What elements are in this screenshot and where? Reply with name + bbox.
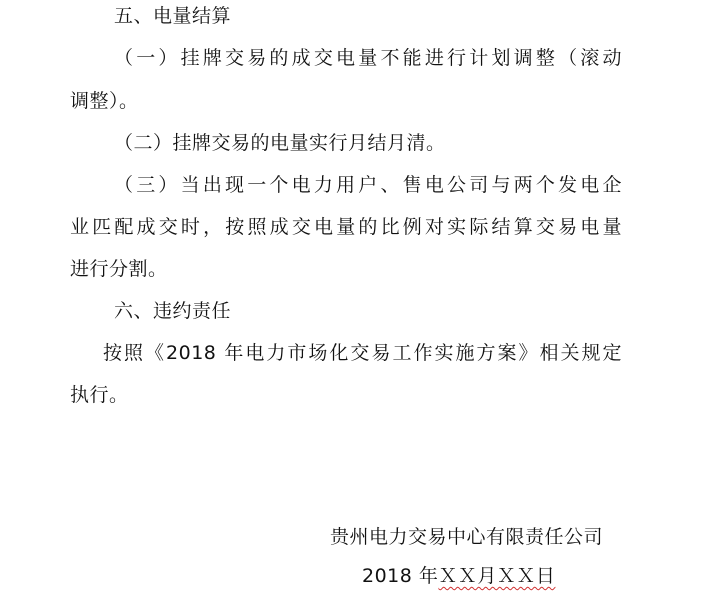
section-5-item-1-line-2: 调整）。 <box>70 90 139 112</box>
section-5-item-2: （二）挂牌交易的电量实行月结月清。 <box>114 132 446 154</box>
section-6-heading: 六、违约责任 <box>114 300 232 322</box>
section-5-heading: 五、电量结算 <box>114 5 232 27</box>
section-6-body-line-1: 按照《2018 年电力市场化交易工作实施方案》相关规定 <box>103 342 622 364</box>
section-6-body-line-2: 执行。 <box>70 384 129 406</box>
section-5-item-3-line-3: 进行分割。 <box>70 258 168 280</box>
signature-date-year: 2018 年 <box>362 565 439 587</box>
section-5-item-3-line-2: 业匹配成交时，按照成交电量的比例对实际结算交易电量 <box>70 216 622 238</box>
signature-date <box>362 563 555 589</box>
section-5-item-3-line-1: （三）当出现一个电力用户、售电公司与两个发电企 <box>114 174 622 196</box>
signature-date-placeholder: ＸＸ月ＸＸ日 <box>438 565 556 587</box>
section-5-item-1-line-1: （一）挂牌交易的成交电量不能进行计划调整（滚动 <box>114 47 622 69</box>
signature-organization: 贵州电力交易中心有限责任公司 <box>330 526 604 548</box>
